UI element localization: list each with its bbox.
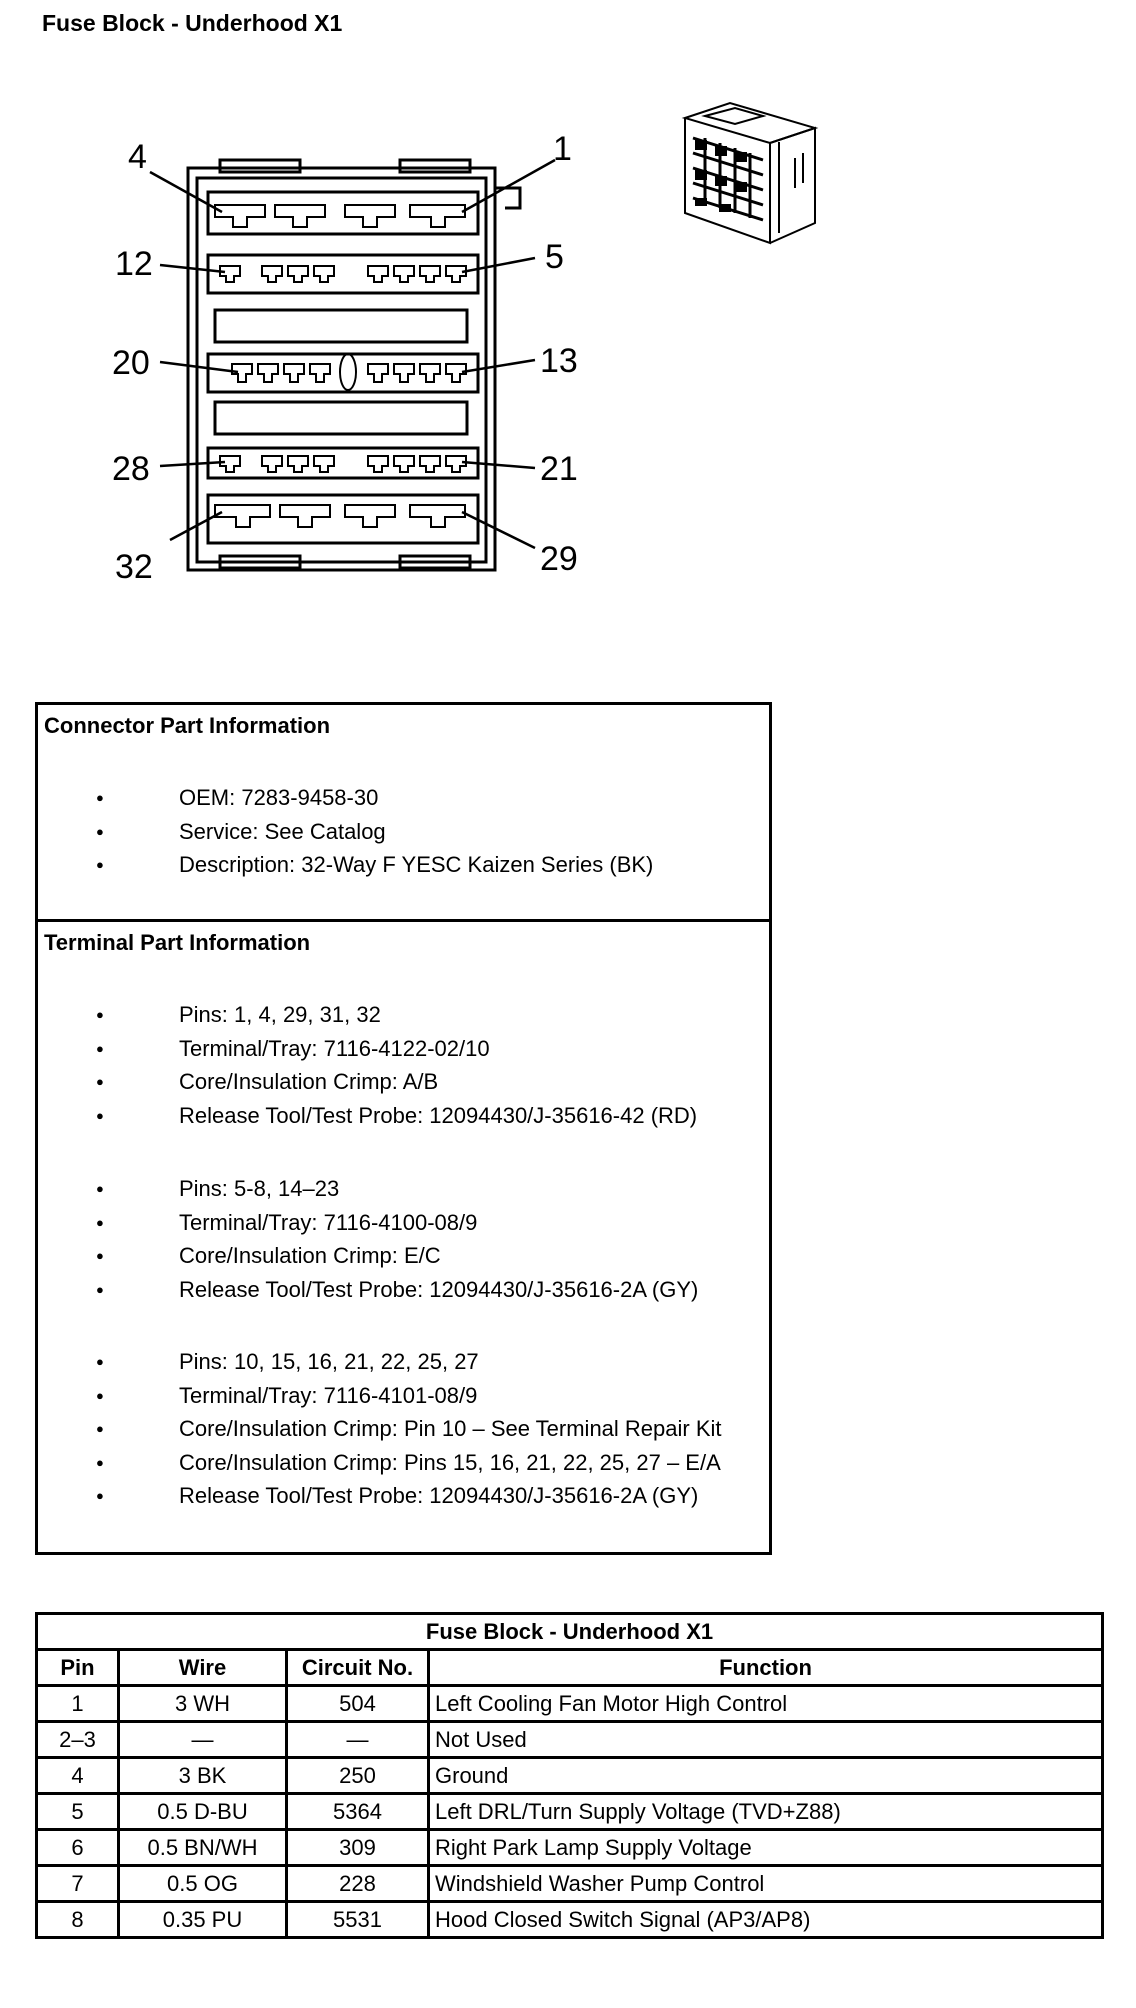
connector-isometric-picture [675,98,835,318]
terminal-group-3 [96,1345,722,1513]
circuit-cell: 250 [287,1758,429,1794]
wire-cell: — [119,1722,287,1758]
list-item: ● Core/Insulation Crimp: Pin 10 – See Terminal Repair Kit [96,1412,722,1446]
wire-cell: 0.35 PU [119,1902,287,1938]
circuit-cell: 5531 [287,1902,429,1938]
pin-cell: 1 [37,1686,119,1722]
pin-cell: 7 [37,1866,119,1902]
connector-face-diagram [100,120,620,590]
table-row [37,1794,1103,1830]
column-header-function: Function [429,1650,1103,1686]
function-cell: Left Cooling Fan Motor High Control [429,1686,1103,1722]
list-item: ● Description: 32-Way F YESC Kaizen Series (BK) [96,848,653,882]
connector-info-list [96,781,653,882]
list-item: ● Terminal/Tray: 7116-4101-08/9 [96,1379,722,1413]
pin-label-20: 20 [112,344,150,382]
list-item: ● Release Tool/Test Probe: 12094430/J-35616-42 (RD) [96,1099,697,1133]
pin-label-5: 5 [545,238,564,276]
function-cell: Hood Closed Switch Signal (AP3/AP8) [429,1902,1103,1938]
wire-cell: 3 BK [119,1758,287,1794]
table-title: Fuse Block - Underhood X1 [37,1614,1103,1650]
pin-cell: 2–3 [37,1722,119,1758]
function-cell: Not Used [429,1722,1103,1758]
function-cell: Ground [429,1758,1103,1794]
list-item: ● Release Tool/Test Probe: 12094430/J-35616-2A (GY) [96,1273,698,1307]
table-row [37,1830,1103,1866]
pin-label-13: 13 [540,342,578,380]
function-cell: Windshield Washer Pump Control [429,1866,1103,1902]
table-row [37,1722,1103,1758]
table-row [37,1866,1103,1902]
list-item: ● Pins: 5-8, 14–23 [96,1172,698,1206]
list-item: ● Core/Insulation Crimp: A/B [96,1065,697,1099]
pin-label-1: 1 [553,130,572,168]
circuit-cell: — [287,1722,429,1758]
terminal-info-heading: Terminal Part Information [44,930,311,955]
connector-info-heading: Connector Part Information [44,713,331,738]
pin-cell: 4 [37,1758,119,1794]
list-item: ● Core/Insulation Crimp: E/C [96,1239,698,1273]
column-header-pin: Pin [37,1650,119,1686]
function-cell: Right Park Lamp Supply Voltage [429,1830,1103,1866]
connector-part-info [35,702,772,922]
list-item: ● Pins: 10, 15, 16, 21, 22, 25, 27 [96,1345,722,1379]
wire-cell: 0.5 D-BU [119,1794,287,1830]
list-item: ● Terminal/Tray: 7116-4122-02/10 [96,1032,697,1066]
pin-cell: 5 [37,1794,119,1830]
function-cell: Left DRL/Turn Supply Voltage (TVD+Z88) [429,1794,1103,1830]
terminal-group-2 [96,1172,698,1306]
page-title: Fuse Block - Underhood X1 [42,10,343,36]
list-item: ● Core/Insulation Crimp: Pins 15, 16, 21, 22, 25, 27 – E/A [96,1446,722,1480]
circuit-cell: 504 [287,1686,429,1722]
wire-cell: 0.5 OG [119,1866,287,1902]
circuit-cell: 5364 [287,1794,429,1830]
table-row [37,1902,1103,1938]
list-item: ● Pins: 1, 4, 29, 31, 32 [96,998,697,1032]
circuit-cell: 309 [287,1830,429,1866]
pin-label-32: 32 [115,548,153,586]
list-item: ● OEM: 7283-9458-30 [96,781,653,815]
pin-label-21: 21 [540,450,578,488]
list-item: ● Release Tool/Test Probe: 12094430/J-35616-2A (GY) [96,1479,722,1513]
pin-cell: 8 [37,1902,119,1938]
wire-cell: 0.5 BN/WH [119,1830,287,1866]
column-header-circuit: Circuit No. [287,1650,429,1686]
pin-label-28: 28 [112,450,150,488]
pin-label-4: 4 [128,138,147,176]
pin-table [35,1612,1104,1939]
terminal-group-1 [96,998,697,1132]
pin-label-12: 12 [115,245,153,283]
wire-cell: 3 WH [119,1686,287,1722]
terminal-part-info [35,919,772,1555]
pin-cell: 6 [37,1830,119,1866]
list-item: ● Service: See Catalog [96,815,653,849]
column-header-wire: Wire [119,1650,287,1686]
table-row [37,1758,1103,1794]
table-row [37,1686,1103,1722]
circuit-cell: 228 [287,1866,429,1902]
list-item: ● Terminal/Tray: 7116-4100-08/9 [96,1206,698,1240]
pin-label-29: 29 [540,540,578,578]
